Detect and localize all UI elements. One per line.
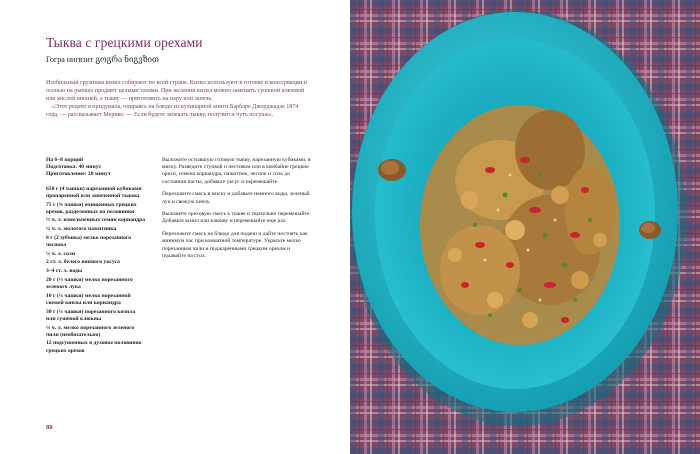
method-step: Выложите ореховую смесь к тыкве и тщательно перемешайте. Добавьте кизил или клюкву и перемешайте еще раз.: [162, 211, 311, 225]
salad: [420, 105, 620, 345]
ingredient-item: 20 г (⅓ чашки) мелко порезанного зеленого лука: [46, 276, 133, 291]
ingredient-item: 3–4 ст. л. воды: [46, 268, 83, 275]
ingredient-item: 75 г (¾ чашки) очищенных грецких орехов, разделенных на половинки: [46, 201, 137, 215]
method-step: Выложите остывшую готовую тыкву, нарезанную кубиками, в миску. Разведите ступкой и пестиком или в комбайне грецкие орехи, семена кориандра, пажитник, чеснок и соль до состояния пасты, добавьте уксус и перемешайте.: [162, 157, 311, 185]
method-step: Переложите смесь на блюдо для подачи и дайте постоять как минимум час при комнатной температуре. Украсьте мелко порезанным чили и поджаренными грецким орехом и подавайте на стол.: [162, 231, 308, 259]
servings: На 6–8 порций: [46, 157, 84, 163]
intro-quote: «Этот рецепт я придумала, опираясь на блюдо из кулинарной книги Барбаре Джорджадзе 1874 года, — рассказывает Мерико. — Если будете запекать тыкву, получится чуть посуше».: [46, 103, 299, 118]
intro-paragraph: Изобильный грузинам кизил собирают по всей стране. Кизил используют в готовке и консервации и осенью на рынках продают целыми тазами. При желании кизил можно заменить сушеной клюквой или кислой вишней, а тыкву — приготовить на пару или запечь.: [46, 80, 307, 102]
cook-time: Приготовление: 20 минут: [46, 171, 111, 178]
dish-photo: [350, 0, 700, 454]
method-steps: [162, 157, 312, 265]
ingredient-item: ¼ ч. л. молотого пажитника: [46, 226, 117, 233]
recipe-title: Тыква с грецкими орехами: [46, 35, 203, 50]
photo-page: [350, 0, 700, 454]
ingredient-item: 650 г (4 чашки) нарезанной кубиками пропаренной или запеченной тыквы: [46, 185, 142, 199]
recipe-meta: [46, 157, 146, 179]
ingredient-item: ½ ч. л. измельченных семян кориандра: [46, 217, 146, 224]
ingredient-item: 2 ст. л. белого винного уксуса: [46, 259, 120, 266]
ingredient-item: ¼ ч. л. соли: [46, 250, 76, 257]
ingredient-item: 8 г (2 зубчика) мелко порезанного чеснока: [46, 234, 132, 249]
ingredient-item: 10 г (¼ чашки) мелко порезанной свежей кинзы или кориандра: [46, 292, 131, 306]
ingredient-item: 30 г (¼ чашки) порезанного кизила или сушеной клюквы: [46, 308, 136, 322]
recipe-intro: [46, 80, 308, 120]
prep-time: Подготовка: 40 минут: [46, 164, 102, 171]
ingredient-item: 12 подсушенных в духовке половинок грецких орехов: [46, 340, 142, 354]
ingredient-item: ¼ ч. л. мелко порезанного зеленого чили (необязательно): [46, 324, 135, 338]
method-step: Переложите смесь в миску и добавьте немного воды, зеленый лук и свежую кинзу.: [162, 191, 310, 205]
recipe-subtitle: Гогра нигвзит გოგრა ნიგვზით: [46, 55, 159, 64]
page-number: 88: [46, 424, 53, 431]
ingredients-list: [46, 157, 146, 356]
